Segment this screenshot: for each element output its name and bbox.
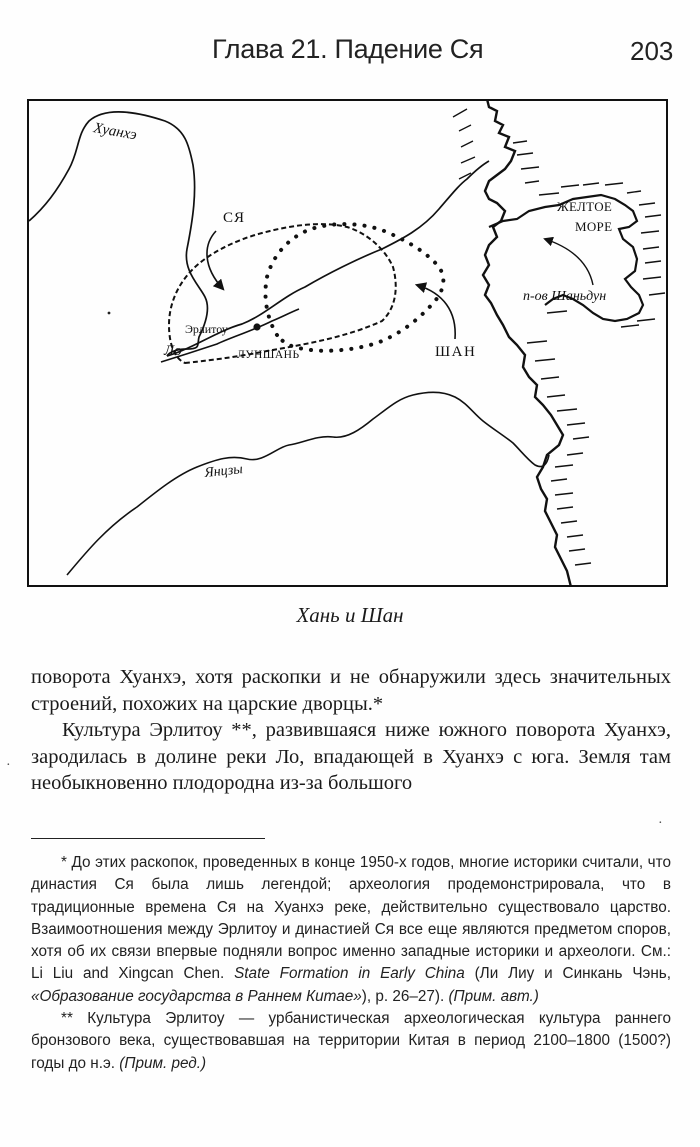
yangtze-river bbox=[67, 392, 549, 575]
xia-arrow bbox=[207, 231, 223, 289]
footnote-rule bbox=[31, 838, 265, 839]
yellow-sea-label-line1: ЖЕЛТОЕ bbox=[557, 199, 613, 214]
yellow-sea-label-line2: МОРЕ bbox=[575, 219, 613, 234]
footnote-1-translation-title: «Образование государства в Раннем Китае» bbox=[31, 987, 362, 1005]
erlitou-label: Эрлитоу bbox=[185, 322, 228, 336]
body-text bbox=[31, 664, 671, 797]
footnote-1-tail: ), р. 26–27). bbox=[361, 987, 445, 1005]
map-frame bbox=[28, 100, 667, 586]
footnotes bbox=[31, 852, 671, 1075]
margin-mark: · bbox=[6, 758, 11, 773]
map-figure bbox=[27, 99, 668, 587]
figure-caption: Хань и Шан bbox=[296, 603, 404, 627]
xia-label: СЯ bbox=[223, 210, 246, 226]
margin-mark: · bbox=[658, 816, 663, 831]
coastal-shading-upper bbox=[453, 109, 475, 179]
shang-label: ШАН bbox=[435, 344, 477, 360]
chapter-title: Глава 21. Падение Ся bbox=[212, 34, 484, 64]
body-paragraph: Культура Эрлитоу **, развившаяся ниже южного поворота Хуанхэ, зародилась в долине реки Ло, впадающей в Хуанхэ с юга. Земля там необыкновенно плодородна из-за большого bbox=[31, 719, 671, 794]
body-paragraph: поворота Хуанхэ, хотя раскопки и не обнаружили здесь значительных строений, похожих на царские дворцы.* bbox=[31, 666, 671, 715]
huanghe-label: Хуанхэ bbox=[92, 120, 138, 144]
footnote-2 bbox=[31, 1008, 671, 1075]
luoshan-label: ЛУНШАНЬ bbox=[237, 349, 300, 361]
footnote-2-text: ** Культура Эрлитоу — урбанистическая археологическая культура раннего бронзового века, существовавшая на территории Китая в период 2100–1800 (1500?) годы до н.э. bbox=[31, 1010, 671, 1072]
map-dot bbox=[108, 312, 111, 315]
huanghe-river bbox=[29, 112, 207, 356]
footnote-1 bbox=[31, 852, 671, 1008]
footnote-1-translation-open: (Ли Лиу и Синкань Чэнь, bbox=[474, 965, 672, 983]
page-number: 203 bbox=[630, 36, 674, 66]
footnote-1-attribution: (Прим. авт.) bbox=[448, 987, 539, 1005]
yangtze-label: Янцзы bbox=[203, 462, 244, 481]
shandong-label: п-ов Шаньдун bbox=[523, 289, 607, 304]
footnote-1-text: * До этих раскопок, проведенных в конце 1950-х годов, многие историки считали, что династия Ся была лишь легендой; археология продемонстрировала, что в традиционные времена Ся на Хуанхэ реке, действительно существовало царство. Взаимоотношения между Эрлитоу и династией Ся все еще являются предметом споров, хотя об их связи впервые подняли вопрос именно западные историки и археологи. См.: Li Liu and Xingcan Chen. bbox=[31, 854, 671, 983]
footnote-2-attribution: (Прим. ред.) bbox=[119, 1054, 207, 1072]
erlitou-point bbox=[253, 323, 260, 330]
page-header bbox=[0, 0, 700, 80]
shandong-arrow bbox=[545, 239, 593, 285]
footnote-1-book-title: State Formation in Early China bbox=[234, 965, 465, 983]
lo-label: Ло bbox=[164, 343, 182, 359]
